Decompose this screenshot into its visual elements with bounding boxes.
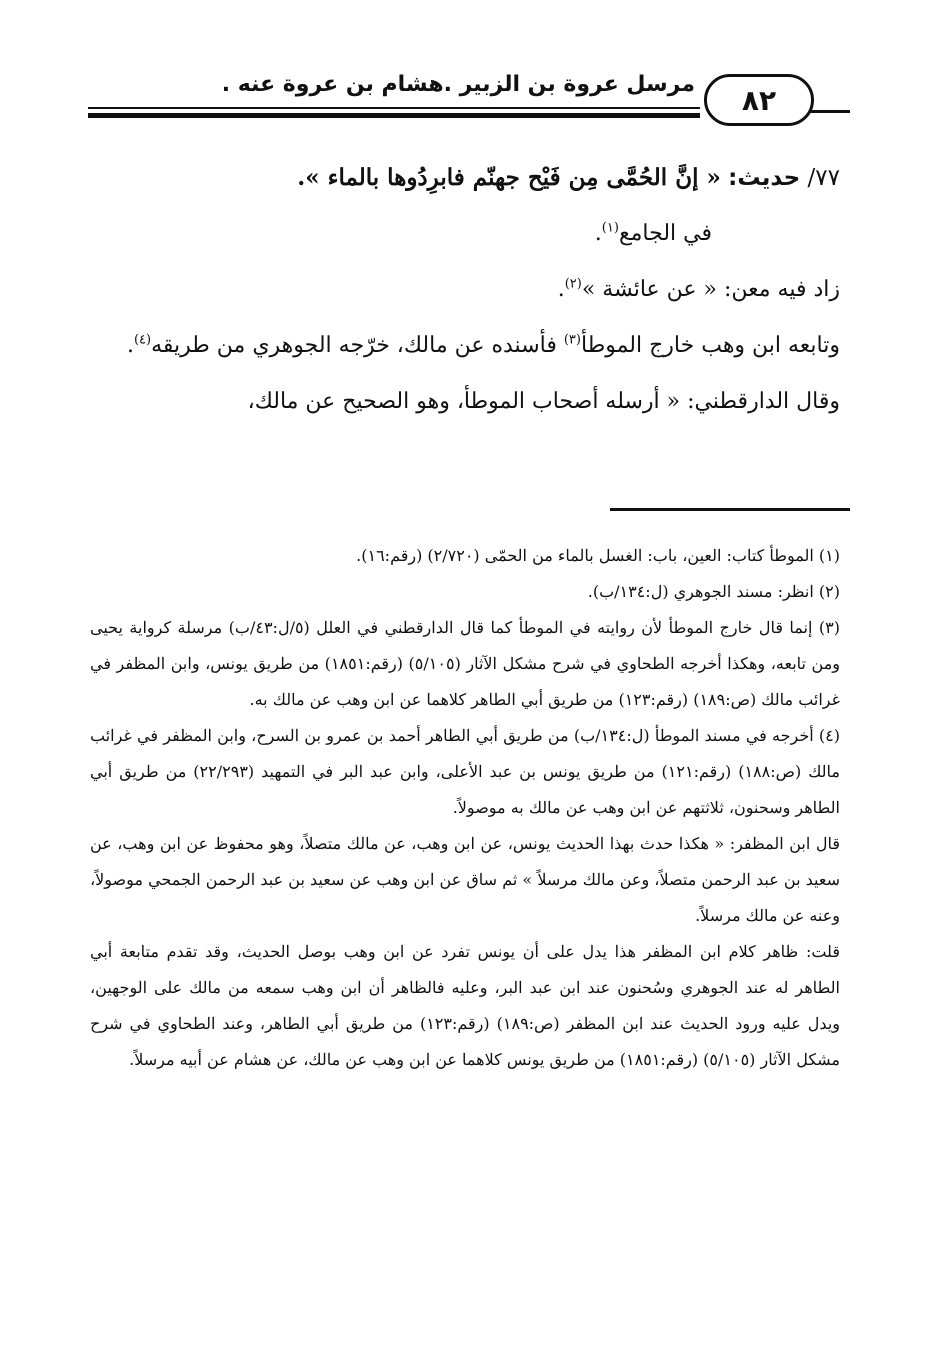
zad-end: . — [557, 277, 565, 302]
jami-end: . — [594, 221, 602, 246]
zad-paragraph — [96, 262, 840, 318]
jami-text: في الجامع — [618, 221, 712, 246]
tabaa-end: . — [126, 333, 134, 358]
main-text — [96, 150, 840, 430]
footnote-1: (١) الموطأ كتاب: العين، باب: الغسل بالماء من الحمّى (٢/٧٢٠) (رقم:١٦). — [356, 546, 840, 565]
footnote-ref-4[interactable]: (٤) — [133, 332, 152, 348]
footnote-3: (٣) إنما قال خارج الموطأ لأن روايته في الموطأ كما قال الدارقطني في العلل (٥/ل:٤٣/ب) مرسلة كرواية يحيى ومن تابعه، وهكذا أخرجه الطحاوي في شرح مشكل الآثار (٥/١٠٥) (رقم:١٨٥١) من طريق يونس، وابن المظفر في غرائب مالك (ص:١٨٩) (رقم:١٢٣) من طريق أبي الطاهر كلاهما عن ابن وهب عن مالك به. — [90, 618, 841, 709]
running-header — [88, 62, 850, 132]
tabaa-text-1: وتابعه ابن وهب خارج الموطأ — [580, 333, 840, 358]
hadith-text: « إنَّ الحُمَّى مِن فَيْح جهنّم فابرِدُوها بالماء ». — [297, 164, 721, 191]
header-rule-thin — [88, 107, 700, 109]
footnote-4-ibn-muzaffar: قال ابن المظفر: « هكذا حدث بهذا الحديث يونس، عن ابن وهب، عن مالك متصلاً، وهو محفوظ عن ابن وهب، عن سعيد بن عبد الرحمن متصلاً، وعن مالك مرسلاً » ثم ساق عن ابن وهب عن سعيد بن عبد الرحمن الجمحي موصولاً، وعنه عن مالك مرسلاً. — [90, 834, 840, 925]
footnotes — [90, 538, 840, 1078]
header-title: مرسل عروة بن الزبير .هشام بن عروة عنه . — [221, 72, 695, 97]
zad-text: زاد فيه معن: « عن عائشة » — [581, 277, 840, 302]
footnote-ref-3[interactable]: (٣) — [563, 332, 581, 348]
footnote-4: (٤) أخرجه في مسند الموطأ (ل:١٣٤/ب) من طريق أبي الطاهر أحمد بن عمرو بن السرح، وابن المظفر في غرائب مالك (ص:١٨٨) (رقم:١٢١) من طريق يونس بن عبد الأعلى، وابن عبد البر في التمهيد (٢٢/٢٩٣) من طريق أبي الطاهر وسحنون، ثلاثتهم عن ابن وهب عن مالك به موصولاً. — [90, 726, 841, 817]
hadith-label: حديث: — [728, 165, 801, 191]
header-rule-right — [810, 110, 850, 113]
footnote-2: (٢) انظر: مسند الجوهري (ل:١٣٤/ب). — [587, 582, 840, 601]
header-rule-thick — [88, 113, 700, 118]
jami-paragraph — [96, 206, 840, 262]
footnote-4-qultu: قلت: ظاهر كلام ابن المظفر هذا يدل على أن يونس تفرد عن ابن وهب بوصل الحديث، وقد تقدم متابعة أبي الطاهر له عند الجوهري وسُحنون عند ابن عبد البر، وعليه فالظاهر أن ابن وهب سمعه من مالك على الوجهين، ويدل عليه ورود الحديث عند ابن المظفر (ص:١٨٩) (رقم:١٢٣) من طريق أبي الطاهر، وعند الطحاوي في شرح مشكل الآثار (٥/١٠٥) (رقم:١٨٥١) من طريق يونس كلاهما عن ابن وهب عن مالك، عن هشام عن أبيه مرسلاً. — [90, 942, 841, 1069]
tabaa-text-2: فأسنده عن مالك، خرّجه الجوهري من طريقه — [151, 333, 564, 358]
footnote-ref-1[interactable]: (١) — [601, 220, 619, 236]
footnote-separator — [610, 508, 850, 511]
hadith-number: ٧٧/ — [807, 165, 840, 191]
footnote-ref-2[interactable]: (٢) — [564, 276, 582, 292]
tabaa-paragraph — [96, 318, 840, 374]
page-number: ٨٢ — [704, 74, 814, 126]
hadith-paragraph — [96, 150, 840, 206]
daraqutni-paragraph: وقال الدارقطني: « أرسله أصحاب الموطأ، وهو الصحيح عن مالك، — [247, 389, 840, 414]
